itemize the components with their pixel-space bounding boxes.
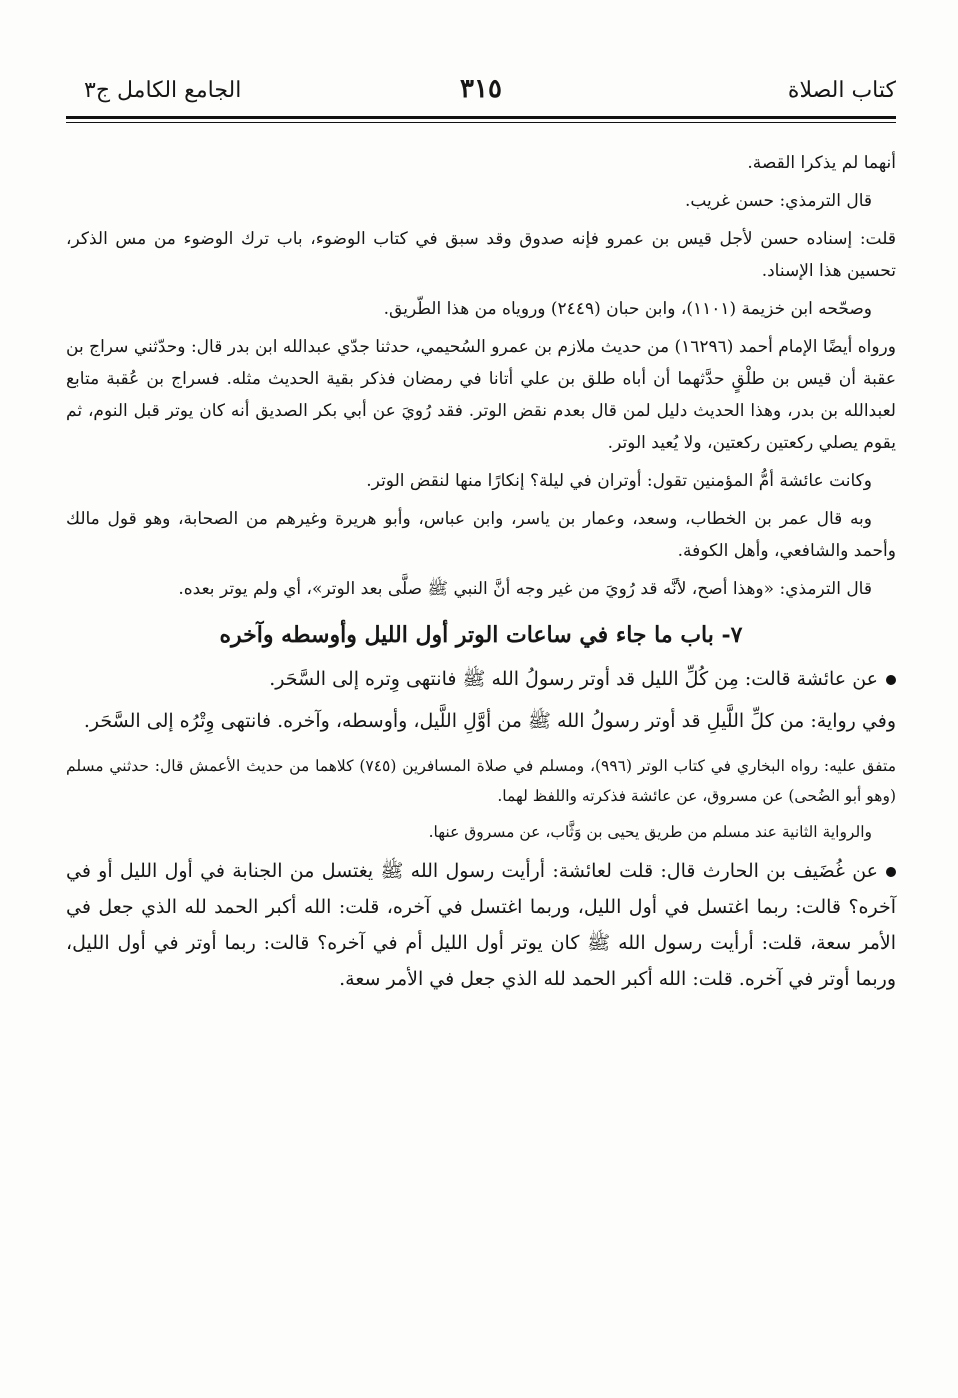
paragraph: ورواه أيضًا الإمام أحمد (١٦٢٩٦) من حديث ملازم بن عمرو السُحيمي، حدثنا جدّي عبدالله ابن بدر قال: وحدّثني سراج بن عقبة أن قيس بن طلْقٍ حدَّثهما أن أباه طلق بن علي أتانا في رمضان فذكر بقية الحديث مثله. فسراج بن عُقبة متابع لعبدالله بن بدر، وهذا الحديث دليل لمن قال بعدم نقض الوتر. فقد رُويَ عن أبي بكر الصديق أنه كان يوتر قبل النوم، ثم يقوم يصلي ركعتين ركعتين، ولا يُعيد الوتر.	[66, 337, 896, 453]
hadith-text	[66, 661, 896, 697]
paragraph: قال الترمذي: «وهذا أصح، لأنَّه قد رُويَ من غير وجه أنَّ النبي ﷺ صلَّى بعد الوتر»، أي ولم يوتر بعده.	[178, 579, 872, 599]
takhrij-note: متفق عليه: رواه البخاري في كتاب الوتر (٩٩٦)، ومسلم في صلاة المسافرين (٧٤٥) كلاهما من حديث الأعمش قال: حدثني مسلم (وهو أبو الضُحى) عن مسروق، عن عائشة فذكرته واللفظ لهما.	[66, 757, 897, 805]
page-number: ٣١٥	[460, 74, 502, 104]
paragraph: وصحّحه ابن خزيمة (١١٠١)، وابن حبان (٢٤٤٩) وروياه من هذا الطّريق.	[383, 299, 872, 319]
paragraph: قلت: إسناده حسن لأجل قيس بن عمرو فإنه صدوق وقد سبق في كتاب الوضوء، باب ترك الوضوء من مس الذكر، تحسين هذا الإسناد.	[66, 229, 896, 281]
header-rule-thin	[66, 122, 896, 123]
chapter-title: كتاب الصلاة	[787, 78, 896, 103]
section-heading: ٧- باب ما جاء في ساعات الوتر أول الليل وأوسطه وآخره	[219, 622, 743, 648]
paragraph: قال الترمذي: حسن غريب.	[684, 191, 872, 211]
book-title: الجامع الكامل ج٣	[84, 78, 242, 103]
bullet-icon	[886, 675, 896, 685]
bullet-icon	[886, 867, 896, 877]
paragraph: أنهما لم يذكرا القصة.	[747, 153, 896, 173]
hadith-text	[66, 853, 896, 997]
riwaya-note: والرواية الثانية عند مسلم من طريق يحيى بن وَثَّاب، عن مسروق عنها.	[428, 823, 872, 841]
hadith-1: عن عائشة قالت: مِن كُلِّ الليل قد أوتر رسولُ الله ﷺ فانتهى وِتره إلى السَّحَر.	[269, 668, 878, 690]
page-header	[66, 70, 896, 112]
paragraph: وبه قال عمر بن الخطاب، وسعد، وعمار بن ياسر، وابن عباس، وأبو هريرة وغيرهم من الصحابة، وهو قول مالك وأحمد والشافعي، وأهل الكوفة.	[66, 509, 896, 561]
page	[66, 70, 896, 997]
hadith-2: عن غُضَيف بن الحارث قال: قلت لعائشة: أرأيت رسول الله ﷺ يغتسل من الجنابة في أول الليل أو في آخره؟ قالت: ربما اغتسل في أول الليل، وربما اغتسل في آخره، قلت: الله أكبر الحمد لله الذي جعل في الأمر سعة، قلت: أرأيت رسول الله ﷺ كان يوتر أول الليل أم في آخره؟ قالت: ربما أوتر في أول الليل، وربما أوتر في آخره. قلت: الله أكبر الحمد لله الذي جعل في الأمر سعة.	[66, 860, 896, 990]
paragraph: وكانت عائشة أمُّ المؤمنين تقول: أوتران في ليلة؟ إنكارًا منها لنقض الوتر.	[366, 471, 872, 491]
page-body	[66, 147, 896, 997]
hadith-variant: وفي رواية: من كلِّ اللَّيلِ قد أوتر رسولُ الله ﷺ من أوَّلِ اللَّيل، وأوسطه، وآخره. فانتهى وِتْرُه إلى السَّحَر.	[83, 710, 896, 732]
header-rule-thick	[66, 116, 896, 119]
